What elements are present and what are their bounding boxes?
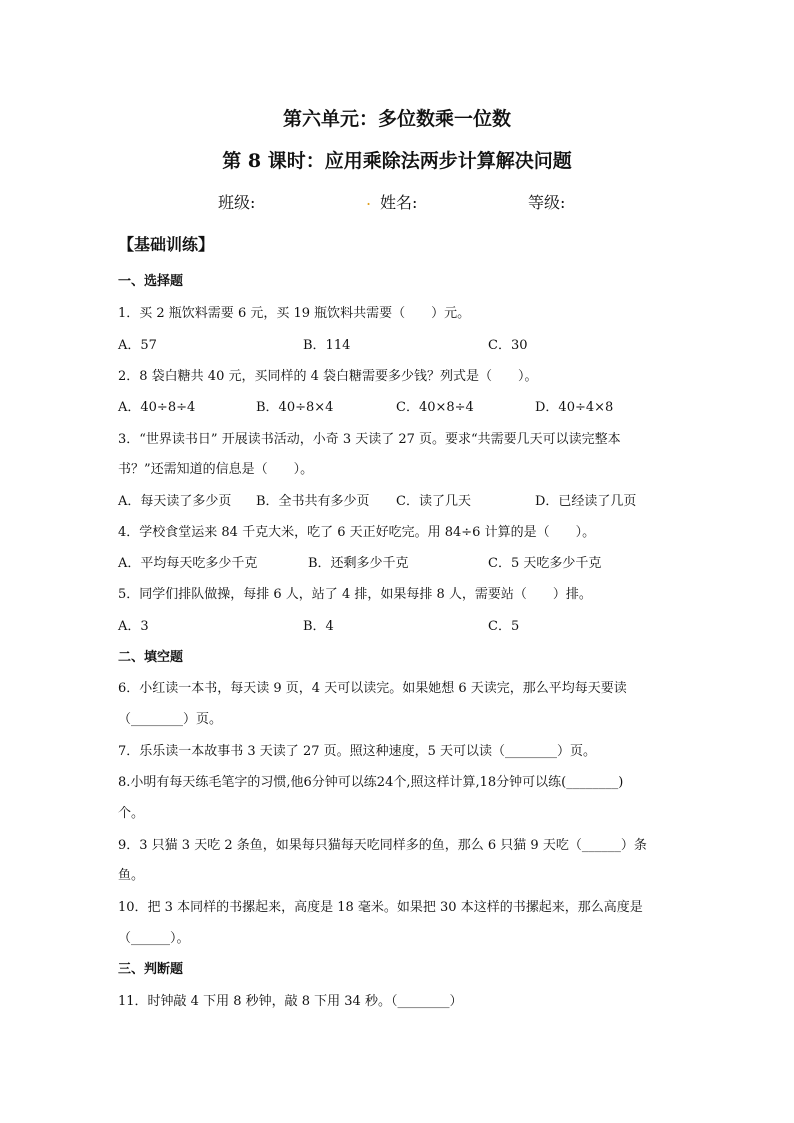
grade-label: 等级: [528,193,566,212]
q5-option-b: B．4 [303,619,334,634]
question-2: 2．8 袋白糖共 40 元，买同样的 4 袋白糖需要多少钱？列式是（ ）。 [118,369,538,384]
part3-title: 三、判断题 [118,962,184,977]
question-8-line1: 8.小明有每天练毛笔字的习惯,他6分钟可以练24个,照这样计算,18分钟可以练(________) [118,775,624,790]
name-label: 姓名: [380,193,418,212]
question-4: 4．学校食堂运来 84 千克大米，吃了 6 天正好吃完。用 84÷6 计算的是（ ）。 [118,525,596,540]
class-label: 班级: [218,193,256,212]
question-6-line2: （________）页。 [118,712,223,727]
q4-option-b: B．还剩多少千克 [308,556,409,571]
q5-option-c: C．5 [488,619,520,634]
part1-title: 一、选择题 [118,274,184,289]
question-3-line1: 3．“世界读书日” 开展读书活动，小奇 3 天读了 27 页。要求“共需要几天可以读完整本 [118,432,621,447]
question-1: 1．买 2 瓶饮料需要 6 元，买 19 瓶饮料共需要（ ）元。 [118,306,471,321]
question-6-line1: 6．小红读一本书，每天读 9 页，4 天可以读完。如果她想 6 天读完，那么平均每天要读 [118,681,627,696]
unit-title: 第六单元：多位数乘一位数 [282,108,511,130]
lesson-title: 第 8 课时：应用乘除法两步计算解决问题 [222,150,572,172]
q3-option-a: A．每天读了多少页 [118,494,232,509]
q4-option-c: C．5 天吃多少千克 [488,556,602,571]
question-5: 5．同学们排队做操，每排 6 人，站了 4 排，如果每排 8 人，需要站（ ）排。 [118,587,592,602]
q2-option-d: D．40÷4×8 [535,400,614,415]
section-title: 【基础训练】 [118,235,215,254]
q1-option-b: B．114 [303,338,351,353]
q2-option-b: B．40÷8×4 [256,400,334,415]
part2-title: 二、填空题 [118,650,184,665]
q2-option-c: C．40×8÷4 [396,400,474,415]
q1-option-c: C．30 [488,338,528,353]
question-3-line2: 书？”还需知道的信息是（ ）。 [118,462,314,477]
q3-option-c: C．读了几天 [396,494,471,509]
q1-option-a: A．57 [118,338,157,353]
q4-option-a: A．平均每天吃多少千克 [118,556,258,571]
question-10-line2: （______）。 [118,931,190,946]
question-9-line1: 9．3 只猫 3 天吃 2 条鱼，如果每只猫每天吃同样多的鱼，那么 6 只猫 9 天吃（______）条 [118,838,647,853]
q3-option-d: D．已经读了几页 [535,494,637,509]
separator-dot: . [366,190,372,209]
question-8-line2: 个。 [118,806,145,821]
question-7: 7．乐乐读一本故事书 3 天读了 27 页。照这种速度，5 天可以读（________）页。 [118,744,597,759]
q2-option-a: A．40÷8÷4 [118,400,196,415]
question-10-line1: 10．把 3 本同样的书摞起来，高度是 18 毫米。如果把 30 本这样的书摞起来，那么高度是 [118,900,643,915]
question-11: 11．时钟敲 4 下用 8 秒钟，敲 8 下用 34 秒。（________） [118,994,463,1009]
q5-option-a: A．3 [118,619,149,634]
question-9-line2: 鱼。 [118,868,145,883]
q3-option-b: B．全书共有多少页 [256,494,370,509]
